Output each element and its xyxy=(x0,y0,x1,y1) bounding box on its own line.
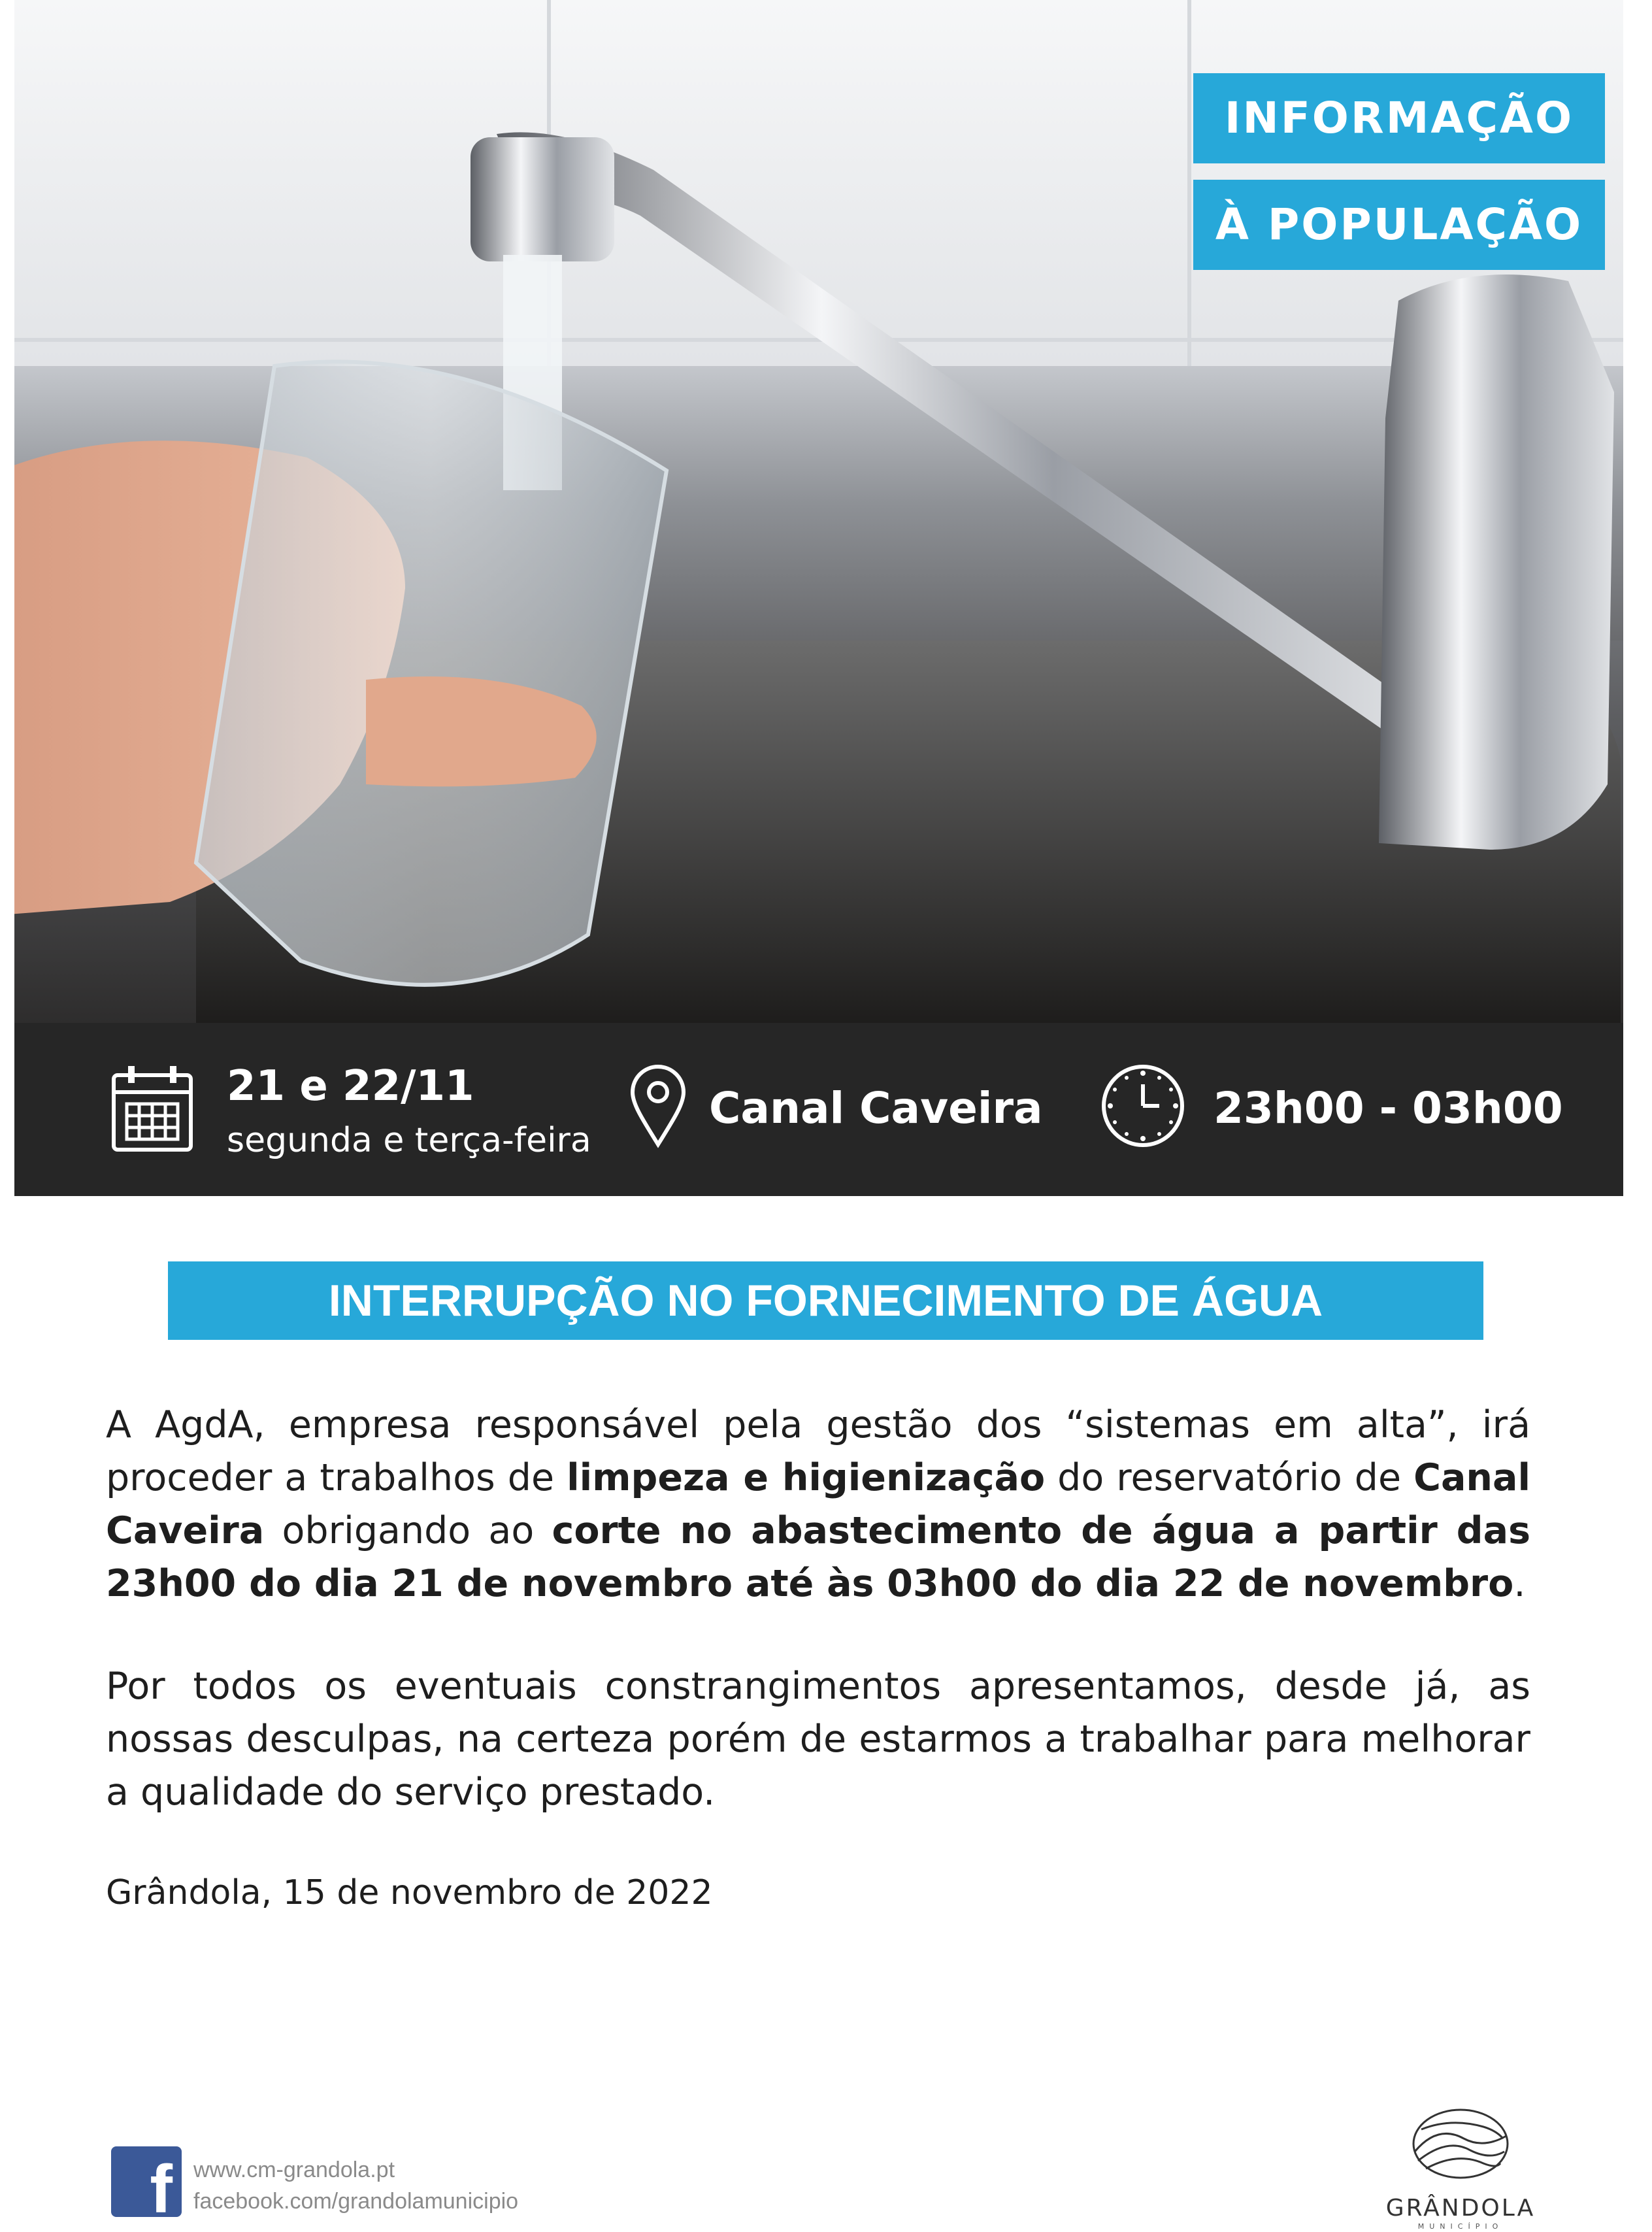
calendar-icon xyxy=(110,1062,195,1154)
p1-segment: A AgdA, empresa responsável pela gestão dos “sistemas em alta”, irá proceder a trabalhos de xyxy=(106,1403,1530,1499)
place-and-date-signature: Grândola, 15 de novembro de 2022 xyxy=(106,1873,713,1912)
website-link[interactable]: www.cm-grandola.pt xyxy=(193,2157,395,2182)
logo-wordmark: GRÂNDOLA xyxy=(1385,2195,1536,2222)
notice-body xyxy=(106,1399,1530,1869)
p1-segment: obrigando ao xyxy=(264,1509,552,1552)
p1-bold-location: Canal Caveira xyxy=(106,1456,1530,1552)
logo-subtitle: MUNICÍPIO xyxy=(1417,2222,1504,2231)
p1-segment: do reservatório de xyxy=(1045,1456,1414,1499)
event-location: Canal Caveira xyxy=(709,1083,1043,1133)
event-date: 21 e 22/11 xyxy=(227,1062,474,1110)
facebook-link[interactable]: facebook.com/grandolamunicipio xyxy=(193,2189,519,2214)
location-pin-icon xyxy=(629,1063,687,1148)
p1-segment: . xyxy=(1513,1562,1526,1605)
footer-links xyxy=(193,2154,518,2217)
event-time: 23h00 - 03h00 xyxy=(1214,1083,1563,1133)
info-tag-line1: INFORMAÇÃO xyxy=(1193,73,1605,163)
page-margin-right xyxy=(1623,0,1652,1023)
info-tag-line2: À POPULAÇÃO xyxy=(1193,180,1605,270)
p1-bold-cleaning: limpeza e higienização xyxy=(567,1456,1046,1499)
hero-photo xyxy=(0,0,1652,1023)
facebook-icon[interactable]: f xyxy=(111,2146,182,2217)
notice-paragraph-1 xyxy=(106,1399,1530,1610)
notice-headline: INTERRUPÇÃO NO FORNECIMENTO DE ÁGUA xyxy=(168,1261,1483,1340)
page-margin-left xyxy=(0,0,14,1023)
clock-icon xyxy=(1099,1062,1187,1150)
notice-paragraph-2: Por todos os eventuais constrangimentos apresentamos, desde já, as nossas desculpas, na certeza porém de estarmos a trabalhar para melhorar a qualidade do serviço prestado. xyxy=(106,1665,1530,1814)
event-info-bar xyxy=(14,1023,1623,1196)
p1-bold-outage-window: corte no abastecimento de água a partir das 23h00 do dia 21 de novembro até às 03h00 do dia 22 de novembro xyxy=(106,1509,1530,1605)
event-weekdays: segunda e terça-feira xyxy=(227,1121,591,1160)
